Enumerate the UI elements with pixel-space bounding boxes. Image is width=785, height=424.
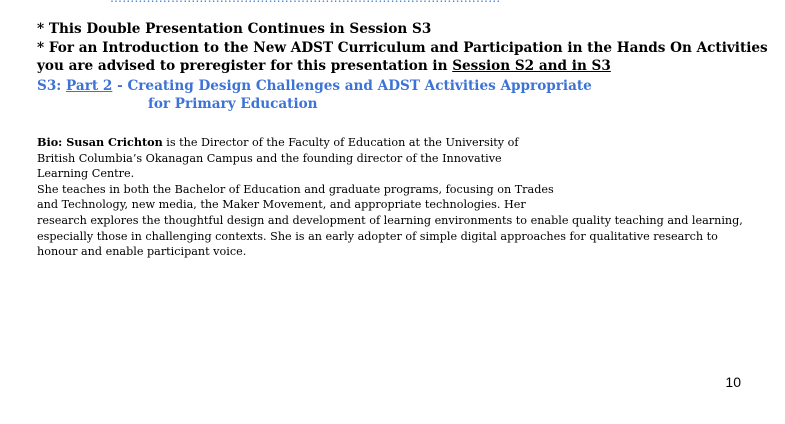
session-code: S3: bbox=[37, 78, 67, 94]
session-title-line2: for Primary Education bbox=[148, 96, 318, 112]
preregister-note bbox=[37, 58, 611, 75]
bio-line: especially those in challenging contexts. She is an early adopter of simple digital approaches for qualitative research to bbox=[37, 229, 718, 243]
bio-line bbox=[37, 135, 757, 151]
bio-text: is the Director of the Faculty of Education at the University of bbox=[162, 136, 519, 149]
bio-line: She teaches in both the Bachelor of Education and graduate programs, focusing on Trades bbox=[37, 182, 554, 196]
part-link[interactable]: Part 2 bbox=[66, 78, 113, 94]
bio-line: research explores the thoughtful design and development of learning environments to enable quality teaching and learning, bbox=[37, 213, 743, 227]
session-link[interactable]: Session S2 and in S3 bbox=[452, 58, 611, 74]
preregister-text: you are advised to preregister for this presentation in bbox=[37, 58, 453, 74]
bio-line: Learning Centre. bbox=[37, 167, 135, 181]
speaker-bio bbox=[37, 135, 757, 260]
introduction-note: * For an Introduction to the New ADST Curriculum and Participation in the Hands On Activities bbox=[37, 40, 768, 56]
bio-line: British Columbia’s Okanagan Campus and the founding director of the Innovative bbox=[37, 151, 502, 165]
bio-line: honour and enable participant voice. bbox=[37, 245, 247, 259]
bio-line: and Technology, new media, the Maker Movement, and appropriate technologies. Her bbox=[37, 198, 526, 212]
bio-label: Bio: Susan Crichton bbox=[37, 135, 163, 149]
session-title-line1: - Creating Design Challenges and ADST Activities Appropriate bbox=[112, 78, 592, 94]
page-number: 10 bbox=[725, 374, 741, 390]
clipped-previous-text bbox=[110, 0, 500, 5]
session-title bbox=[37, 78, 592, 95]
continuation-note: * This Double Presentation Continues in Session S3 bbox=[37, 21, 432, 37]
